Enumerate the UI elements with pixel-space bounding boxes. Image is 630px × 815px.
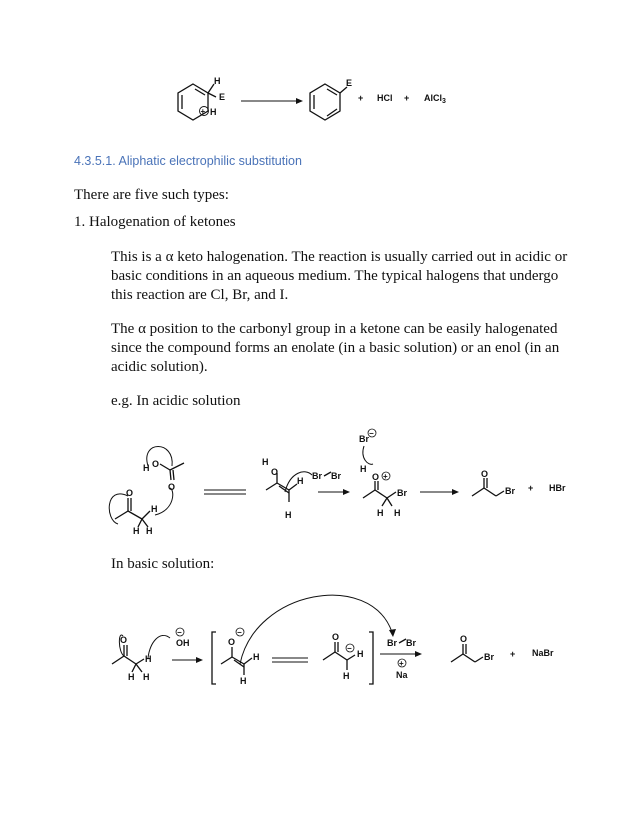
curly-arrow [363, 446, 373, 464]
substituted-benzene-structure [310, 84, 347, 120]
atom-h: H [128, 672, 135, 682]
arrow-head [343, 489, 350, 495]
charge-minus: − [177, 628, 182, 637]
bromoketone-product [451, 644, 483, 662]
curly-arrow [109, 494, 128, 524]
acid-mechanism-scheme [0, 420, 630, 540]
atom-h: H [145, 654, 152, 664]
curly-arrow [155, 488, 173, 515]
bromoketone-product [472, 478, 504, 496]
atom-o: O [152, 459, 160, 469]
charge-plus: + [383, 472, 388, 481]
bracket-left [212, 632, 216, 684]
label-e: E [346, 78, 353, 88]
plus-sign: + [358, 93, 364, 103]
atom-h: H [146, 526, 153, 536]
atom-h: H [143, 672, 150, 682]
atom-h: H [240, 676, 247, 686]
arrow-head [389, 629, 396, 637]
ketone-molecule [115, 498, 150, 527]
atom-o: O [168, 482, 176, 492]
atom-h: H [143, 463, 150, 473]
atom-h: H [343, 671, 350, 681]
base-mechanism-scheme [0, 580, 630, 695]
charge-minus: − [347, 644, 352, 653]
alcl3-label: AlCl$_3$ [424, 93, 446, 105]
hydroxide: OH [176, 638, 190, 648]
atom-o: O [481, 469, 489, 479]
atom-br: Br [406, 638, 417, 648]
enolate-molecule [221, 647, 252, 675]
section-heading: 4.3.5.1. Aliphatic electrophilic substitution [74, 154, 302, 168]
atom-br: Br [387, 638, 398, 648]
arrow-head [296, 98, 303, 104]
example-label: e.g. In acidic solution [111, 393, 241, 409]
atom-h: H [262, 457, 269, 467]
charge-plus: + [200, 107, 206, 116]
atom-br: Br [505, 486, 516, 496]
label-h: H [210, 107, 217, 117]
sodium-label: Na [396, 670, 408, 680]
curly-arrow [240, 595, 392, 664]
oxonium-molecule [363, 481, 396, 506]
atom-h: H [133, 526, 140, 536]
atom-o: O [460, 634, 468, 644]
atom-o: O [271, 467, 279, 477]
atom-o: O [126, 488, 134, 498]
atom-h: H [394, 508, 401, 518]
curly-arrow [147, 447, 172, 467]
atom-o: O [228, 637, 236, 647]
atom-o: O [372, 472, 380, 482]
bracket-right [369, 632, 373, 684]
charge-minus: − [369, 429, 374, 438]
nabr-label: NaBr [532, 648, 554, 658]
atom-br: Br [312, 471, 323, 481]
arrow-head [196, 657, 203, 663]
atom-o: O [120, 635, 128, 645]
atom-h: H [357, 649, 364, 659]
atom-br: Br [359, 434, 370, 444]
atom-h: H [297, 476, 304, 486]
charge-plus: + [399, 659, 404, 668]
arrow-head [452, 489, 459, 495]
atom-br: Br [484, 652, 495, 662]
charge-minus: − [237, 628, 242, 637]
paragraph: This is a α keto halogenation. The reaction is usually carried out in acidic or basic conditions in an aqueous medium. The typical halogens that undergo this reaction are Cl, Br, and I. [111, 249, 568, 303]
plus-sign: + [404, 93, 410, 103]
hcl-label: HCl [377, 93, 393, 103]
label-h: H [214, 76, 221, 86]
basic-label: In basic solution: [111, 556, 215, 572]
arenium-scheme [0, 0, 630, 130]
label-e: E [219, 92, 226, 102]
atom-o: O [332, 632, 340, 642]
br-br-bond [399, 639, 406, 643]
atom-br: Br [397, 488, 408, 498]
list-item-heading: 1. Halogenation of ketones [74, 214, 236, 230]
paragraph: The α position to the carbonyl group in a ketone can be easily halogenated since the compound forms an enolate (in a basic solution) or an enol (in an acidic solution). [111, 321, 560, 375]
br-br-bond [324, 472, 331, 476]
plus-sign: + [510, 649, 516, 659]
atom-h: H [151, 504, 158, 514]
hbr-label: HBr [549, 483, 566, 493]
atom-h: H [377, 508, 384, 518]
atom-h: H [285, 510, 292, 520]
intro-text: There are five such types: [74, 187, 229, 203]
atom-h: H [253, 652, 260, 662]
arrow-head [415, 651, 422, 657]
plus-sign: + [528, 483, 534, 493]
ketone-molecule [112, 645, 144, 672]
atom-h: H [360, 464, 367, 474]
atom-br: Br [331, 471, 342, 481]
